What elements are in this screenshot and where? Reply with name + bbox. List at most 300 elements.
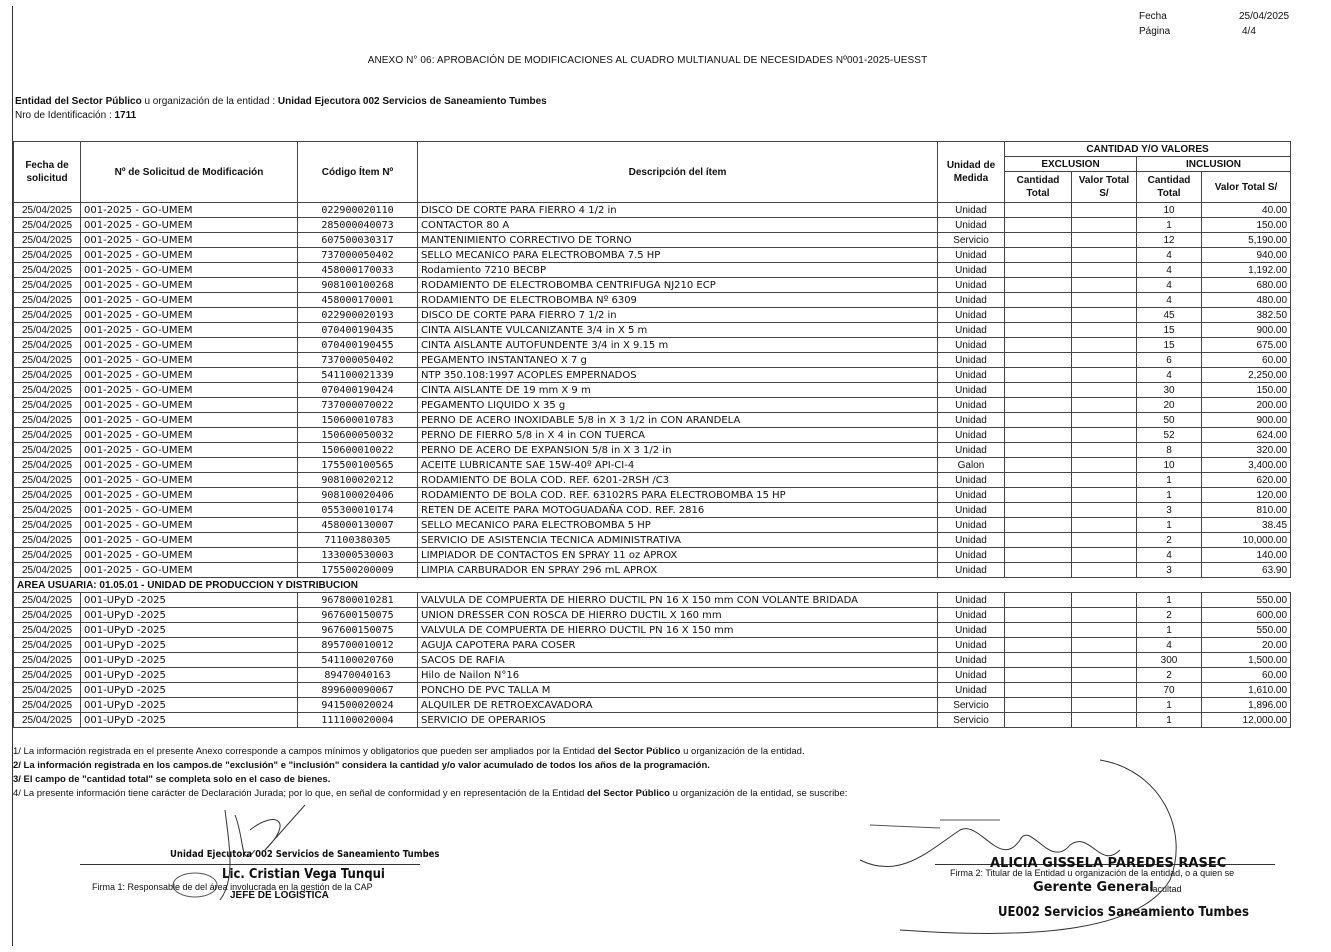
cell-unidad: Unidad bbox=[938, 488, 1005, 503]
document-title: ANEXO N° 06: APROBACIÓN DE MODIFICACIONES AL CUADRO MULTIANUAL DE NECESIDADES Nº001-2025-UESST bbox=[367, 55, 928, 66]
cell-unidad: Unidad bbox=[938, 443, 1005, 458]
cell-excl-valor bbox=[1072, 383, 1137, 398]
cell-fecha: 25/04/2025 bbox=[14, 413, 81, 428]
cell-fecha: 25/04/2025 bbox=[14, 503, 81, 518]
table-row bbox=[14, 473, 1291, 488]
cell-excl-cantidad bbox=[1005, 533, 1072, 548]
cell-codigo: 133000530003 bbox=[298, 548, 418, 563]
pagina-value: 4/4 bbox=[1242, 26, 1256, 37]
cell-incl-valor: 38.45 bbox=[1202, 518, 1291, 533]
area-section bbox=[14, 578, 1291, 593]
cell-fecha: 25/04/2025 bbox=[14, 263, 81, 278]
signature-2-label: Firma 2: Titular de la Entidad u organización de la entidad, o a quien se bbox=[950, 868, 1235, 878]
table-row bbox=[14, 278, 1291, 293]
header-solicitud: Nº de Solicitud de Modificación bbox=[81, 142, 298, 203]
cell-unidad: Unidad bbox=[938, 428, 1005, 443]
cell-codigo: 055300010174 bbox=[298, 503, 418, 518]
table-row bbox=[14, 233, 1291, 248]
cell-solicitud: 001-2025 - GO-UMEM bbox=[81, 308, 298, 323]
cell-fecha: 25/04/2025 bbox=[14, 278, 81, 293]
cell-descripcion: VALVULA DE COMPUERTA DE HIERRO DUCTIL PN 16 X 150 mm CON VOLANTE BRIDADA bbox=[418, 593, 938, 608]
signature-2-label-2: facultad bbox=[1150, 884, 1182, 894]
table-row bbox=[14, 443, 1291, 458]
cell-unidad: Unidad bbox=[938, 308, 1005, 323]
table-row bbox=[14, 563, 1291, 578]
cell-incl-cantidad: 1 bbox=[1137, 473, 1202, 488]
cell-incl-cantidad: 4 bbox=[1137, 248, 1202, 263]
cell-codigo: 111100020004 bbox=[298, 713, 418, 728]
cell-unidad: Unidad bbox=[938, 278, 1005, 293]
pagina-label: Página bbox=[1139, 26, 1171, 37]
requirements-table bbox=[13, 141, 1291, 728]
cell-excl-cantidad bbox=[1005, 428, 1072, 443]
cell-descripcion: VALVULA DE COMPUERTA DE HIERRO DUCTIL PN 16 X 150 mm bbox=[418, 623, 938, 638]
table-row bbox=[14, 218, 1291, 233]
cell-excl-cantidad bbox=[1005, 623, 1072, 638]
cell-excl-cantidad bbox=[1005, 608, 1072, 623]
cell-incl-cantidad: 12 bbox=[1137, 233, 1202, 248]
signature-1-role: JEFE DE LOGISTICA bbox=[230, 890, 329, 901]
header-incl-cantidad: Cantidad Total bbox=[1137, 172, 1202, 203]
table-row bbox=[14, 638, 1291, 653]
table-row bbox=[14, 398, 1291, 413]
cell-excl-valor bbox=[1072, 248, 1137, 263]
cell-unidad: Unidad bbox=[938, 218, 1005, 233]
cell-incl-valor: 675.00 bbox=[1202, 338, 1291, 353]
cell-unidad: Unidad bbox=[938, 533, 1005, 548]
cell-excl-cantidad bbox=[1005, 443, 1072, 458]
area-label: AREA USUARIA: 01.05.01 - UNIDAD DE PRODUCCION Y DISTRIBUCION bbox=[14, 578, 1291, 593]
cell-codigo: 967600150075 bbox=[298, 623, 418, 638]
cell-excl-cantidad bbox=[1005, 398, 1072, 413]
cell-fecha: 25/04/2025 bbox=[14, 308, 81, 323]
cell-excl-cantidad bbox=[1005, 473, 1072, 488]
cell-codigo: 941500020024 bbox=[298, 698, 418, 713]
header-fecha: Fecha de solicitud bbox=[14, 142, 81, 203]
cell-solicitud: 001-2025 - GO-UMEM bbox=[81, 383, 298, 398]
cell-descripcion: CINTA AISLANTE DE 19 mm X 9 m bbox=[418, 383, 938, 398]
cell-incl-valor: 1,610.00 bbox=[1202, 683, 1291, 698]
cell-excl-valor bbox=[1072, 548, 1137, 563]
table-row bbox=[14, 668, 1291, 683]
cell-solicitud: 001-UPyD -2025 bbox=[81, 638, 298, 653]
cell-fecha: 25/04/2025 bbox=[14, 383, 81, 398]
cell-codigo: 908100100268 bbox=[298, 278, 418, 293]
cell-excl-valor bbox=[1072, 338, 1137, 353]
cell-unidad: Unidad bbox=[938, 368, 1005, 383]
signature-2-org: UE002 Servicios Saneamiento Tumbes bbox=[998, 905, 1249, 920]
cell-solicitud: 001-2025 - GO-UMEM bbox=[81, 323, 298, 338]
header-excl-cantidad: Cantidad Total bbox=[1005, 172, 1072, 203]
cell-incl-cantidad: 52 bbox=[1137, 428, 1202, 443]
cell-incl-valor: 5,190.00 bbox=[1202, 233, 1291, 248]
cell-incl-valor: 382.50 bbox=[1202, 308, 1291, 323]
cell-incl-cantidad: 2 bbox=[1137, 608, 1202, 623]
cell-excl-cantidad bbox=[1005, 503, 1072, 518]
signature-2-scribble-icon bbox=[840, 750, 1260, 950]
cell-excl-valor bbox=[1072, 608, 1137, 623]
fecha-value: 25/04/2025 bbox=[1239, 11, 1290, 22]
table-row bbox=[14, 293, 1291, 308]
footnotes bbox=[13, 745, 847, 801]
cell-unidad: Unidad bbox=[938, 518, 1005, 533]
cell-descripcion: PERNO DE FIERRO 5/8 in X 4 in CON TUERCA bbox=[418, 428, 938, 443]
note-4-a: 4/ La presente información tiene carácter de Declaración Jurada; por lo que, en señal de conformidad y en representación de la Entidad bbox=[13, 788, 588, 799]
cell-incl-cantidad: 45 bbox=[1137, 308, 1202, 323]
cell-solicitud: 001-2025 - GO-UMEM bbox=[81, 233, 298, 248]
note-1-a: 1/ La información registrada en el presente Anexo corresponde a campos mínimos y obligatorios que pueden ser ampliados por la Entidad bbox=[13, 746, 598, 757]
cell-codigo: 967600150075 bbox=[298, 608, 418, 623]
signature-1-line bbox=[80, 864, 420, 865]
cell-incl-cantidad: 4 bbox=[1137, 368, 1202, 383]
table-row bbox=[14, 413, 1291, 428]
cell-incl-valor: 810.00 bbox=[1202, 503, 1291, 518]
cell-excl-cantidad bbox=[1005, 383, 1072, 398]
cell-excl-valor bbox=[1072, 713, 1137, 728]
cell-incl-valor: 600.00 bbox=[1202, 608, 1291, 623]
ident-value: 1711 bbox=[114, 110, 137, 121]
signature-1-label: Firma 1: Responsable de del área involucrada en la gestión de la CAP bbox=[92, 882, 373, 892]
cell-solicitud: 001-2025 - GO-UMEM bbox=[81, 203, 298, 218]
cell-incl-cantidad: 4 bbox=[1137, 278, 1202, 293]
table-row bbox=[14, 683, 1291, 698]
cell-excl-cantidad bbox=[1005, 233, 1072, 248]
cell-incl-cantidad: 15 bbox=[1137, 338, 1202, 353]
header-inclusion: INCLUSION bbox=[1137, 157, 1291, 172]
cell-incl-cantidad: 6 bbox=[1137, 353, 1202, 368]
cell-unidad: Unidad bbox=[938, 203, 1005, 218]
cell-fecha: 25/04/2025 bbox=[14, 368, 81, 383]
cell-fecha: 25/04/2025 bbox=[14, 443, 81, 458]
cell-solicitud: 001-UPyD -2025 bbox=[81, 593, 298, 608]
cell-incl-valor: 680.00 bbox=[1202, 278, 1291, 293]
cell-fecha: 25/04/2025 bbox=[14, 203, 81, 218]
cell-incl-cantidad: 1 bbox=[1137, 593, 1202, 608]
cell-excl-cantidad bbox=[1005, 203, 1072, 218]
cell-excl-valor bbox=[1072, 698, 1137, 713]
cell-excl-cantidad bbox=[1005, 488, 1072, 503]
cell-unidad: Servicio bbox=[938, 713, 1005, 728]
cell-codigo: 285000040073 bbox=[298, 218, 418, 233]
cell-codigo: 967800010281 bbox=[298, 593, 418, 608]
table-row bbox=[14, 593, 1291, 608]
table-row bbox=[14, 623, 1291, 638]
cell-codigo: 175500200009 bbox=[298, 563, 418, 578]
table-row bbox=[14, 368, 1291, 383]
cell-solicitud: 001-2025 - GO-UMEM bbox=[81, 353, 298, 368]
cell-excl-valor bbox=[1072, 413, 1137, 428]
cell-solicitud: 001-2025 - GO-UMEM bbox=[81, 548, 298, 563]
cell-codigo: 150600050032 bbox=[298, 428, 418, 443]
entity-label: Entidad del Sector Público bbox=[15, 96, 142, 107]
table-row bbox=[14, 308, 1291, 323]
cell-incl-valor: 3,400.00 bbox=[1202, 458, 1291, 473]
table-row bbox=[14, 503, 1291, 518]
cell-excl-valor bbox=[1072, 278, 1137, 293]
header-incl-valor: Valor Total S/ bbox=[1202, 172, 1291, 203]
cell-incl-valor: 624.00 bbox=[1202, 428, 1291, 443]
header-cantidad-valores: CANTIDAD Y/O VALORES bbox=[1005, 142, 1291, 157]
cell-excl-cantidad bbox=[1005, 518, 1072, 533]
cell-excl-valor bbox=[1072, 398, 1137, 413]
cell-unidad: Unidad bbox=[938, 503, 1005, 518]
cell-descripcion: RETEN DE ACEITE PARA MOTOGUADAÑA COD. REF. 2816 bbox=[418, 503, 938, 518]
cell-fecha: 25/04/2025 bbox=[14, 248, 81, 263]
cell-incl-cantidad: 1 bbox=[1137, 623, 1202, 638]
cell-incl-cantidad: 300 bbox=[1137, 653, 1202, 668]
table-body-b bbox=[14, 593, 1291, 728]
cell-codigo: 150600010783 bbox=[298, 413, 418, 428]
cell-descripcion: DISCO DE CORTE PARA FIERRO 4 1/2 in bbox=[418, 203, 938, 218]
cell-fecha: 25/04/2025 bbox=[14, 638, 81, 653]
cell-excl-cantidad bbox=[1005, 413, 1072, 428]
cell-excl-cantidad bbox=[1005, 548, 1072, 563]
cell-incl-cantidad: 10 bbox=[1137, 203, 1202, 218]
cell-unidad: Unidad bbox=[938, 473, 1005, 488]
cell-incl-cantidad: 2 bbox=[1137, 533, 1202, 548]
cell-incl-valor: 620.00 bbox=[1202, 473, 1291, 488]
cell-descripcion: RODAMIENTO DE ELECTROBOMBA CENTRIFUGA NJ210 ECP bbox=[418, 278, 938, 293]
cell-descripcion: LIMPIADOR DE CONTACTOS EN SPRAY 11 oz APROX bbox=[418, 548, 938, 563]
cell-excl-cantidad bbox=[1005, 563, 1072, 578]
cell-incl-valor: 120.00 bbox=[1202, 488, 1291, 503]
cell-codigo: 022900020193 bbox=[298, 308, 418, 323]
cell-excl-cantidad bbox=[1005, 683, 1072, 698]
signature-2-role: Gerente General bbox=[1033, 880, 1154, 895]
table-body-a bbox=[14, 203, 1291, 578]
note-4-c: u organización de la entidad, se suscribe: bbox=[669, 788, 848, 799]
cell-descripcion: AGUJA CAPOTERA PARA COSER bbox=[418, 638, 938, 653]
cell-codigo: 89470040163 bbox=[298, 668, 418, 683]
cell-fecha: 25/04/2025 bbox=[14, 593, 81, 608]
cell-descripcion: MANTENIMIENTO CORRECTIVO DE TORNO bbox=[418, 233, 938, 248]
cell-excl-cantidad bbox=[1005, 308, 1072, 323]
cell-codigo: 458000170001 bbox=[298, 293, 418, 308]
cell-incl-valor: 12,000.00 bbox=[1202, 713, 1291, 728]
cell-fecha: 25/04/2025 bbox=[14, 353, 81, 368]
ident-line bbox=[15, 110, 136, 121]
cell-unidad: Unidad bbox=[938, 563, 1005, 578]
cell-incl-valor: 320.00 bbox=[1202, 443, 1291, 458]
cell-codigo: 71100380305 bbox=[298, 533, 418, 548]
cell-solicitud: 001-2025 - GO-UMEM bbox=[81, 338, 298, 353]
table-row bbox=[14, 548, 1291, 563]
note-1-c: u organización de la entidad. bbox=[680, 746, 805, 757]
cell-solicitud: 001-UPyD -2025 bbox=[81, 608, 298, 623]
cell-fecha: 25/04/2025 bbox=[14, 323, 81, 338]
cell-solicitud: 001-2025 - GO-UMEM bbox=[81, 293, 298, 308]
cell-excl-cantidad bbox=[1005, 248, 1072, 263]
cell-unidad: Unidad bbox=[938, 668, 1005, 683]
cell-excl-cantidad bbox=[1005, 263, 1072, 278]
cell-fecha: 25/04/2025 bbox=[14, 683, 81, 698]
cell-excl-cantidad bbox=[1005, 458, 1072, 473]
cell-codigo: 908100020212 bbox=[298, 473, 418, 488]
cell-unidad: Unidad bbox=[938, 293, 1005, 308]
cell-unidad: Unidad bbox=[938, 353, 1005, 368]
cell-unidad: Unidad bbox=[938, 593, 1005, 608]
cell-incl-valor: 140.00 bbox=[1202, 548, 1291, 563]
cell-fecha: 25/04/2025 bbox=[14, 518, 81, 533]
cell-excl-valor bbox=[1072, 308, 1137, 323]
cell-incl-valor: 550.00 bbox=[1202, 593, 1291, 608]
note-1-b: del Sector Público bbox=[597, 746, 681, 757]
cell-incl-valor: 60.00 bbox=[1202, 668, 1291, 683]
cell-codigo: 070400190424 bbox=[298, 383, 418, 398]
cell-codigo: 895700010012 bbox=[298, 638, 418, 653]
table-row bbox=[14, 428, 1291, 443]
cell-excl-cantidad bbox=[1005, 713, 1072, 728]
cell-solicitud: 001-2025 - GO-UMEM bbox=[81, 458, 298, 473]
cell-incl-valor: 2,250.00 bbox=[1202, 368, 1291, 383]
cell-solicitud: 001-2025 - GO-UMEM bbox=[81, 428, 298, 443]
cell-excl-valor bbox=[1072, 533, 1137, 548]
cell-descripcion: CINTA AISLANTE AUTOFUNDENTE 3/4 in X 9.15 m bbox=[418, 338, 938, 353]
cell-excl-valor bbox=[1072, 323, 1137, 338]
cell-descripcion: ACEITE LUBRICANTE SAE 15W-40º API-CI-4 bbox=[418, 458, 938, 473]
cell-excl-valor bbox=[1072, 503, 1137, 518]
cell-codigo: 022900020110 bbox=[298, 203, 418, 218]
cell-excl-cantidad bbox=[1005, 653, 1072, 668]
cell-solicitud: 001-2025 - GO-UMEM bbox=[81, 488, 298, 503]
cell-codigo: 899600090067 bbox=[298, 683, 418, 698]
table-row bbox=[14, 533, 1291, 548]
cell-unidad: Unidad bbox=[938, 623, 1005, 638]
cell-incl-cantidad: 20 bbox=[1137, 398, 1202, 413]
header-unidad: Unidad de Medida bbox=[938, 142, 1005, 203]
cell-descripcion: CONTACTOR 80 A bbox=[418, 218, 938, 233]
cell-codigo: 737000050402 bbox=[298, 353, 418, 368]
cell-solicitud: 001-2025 - GO-UMEM bbox=[81, 413, 298, 428]
cell-codigo: 607500030317 bbox=[298, 233, 418, 248]
cell-solicitud: 001-UPyD -2025 bbox=[81, 713, 298, 728]
cell-descripcion: NTP 350.108:1997 ACOPLES EMPERNADOS bbox=[418, 368, 938, 383]
cell-descripcion: RODAMIENTO DE ELECTROBOMBA Nº 6309 bbox=[418, 293, 938, 308]
cell-unidad: Servicio bbox=[938, 233, 1005, 248]
cell-descripcion: UNION DRESSER CON ROSCA DE HIERRO DUCTIL X 160 mm bbox=[418, 608, 938, 623]
cell-fecha: 25/04/2025 bbox=[14, 458, 81, 473]
cell-fecha: 25/04/2025 bbox=[14, 668, 81, 683]
cell-excl-valor bbox=[1072, 203, 1137, 218]
cell-excl-valor bbox=[1072, 218, 1137, 233]
cell-excl-valor bbox=[1072, 563, 1137, 578]
cell-descripcion: PERNO DE ACERO DE EXPANSION 5/8 in X 3 1/2 in bbox=[418, 443, 938, 458]
entity-line bbox=[15, 96, 547, 107]
cell-excl-cantidad bbox=[1005, 338, 1072, 353]
cell-incl-cantidad: 50 bbox=[1137, 413, 1202, 428]
cell-excl-valor bbox=[1072, 623, 1137, 638]
cell-codigo: 908100020406 bbox=[298, 488, 418, 503]
entity-mid: u organización de la entidad : bbox=[141, 96, 278, 107]
header-descripcion: Descripción del ítem bbox=[418, 142, 938, 203]
cell-excl-valor bbox=[1072, 473, 1137, 488]
cell-incl-cantidad: 70 bbox=[1137, 683, 1202, 698]
cell-incl-valor: 63.90 bbox=[1202, 563, 1291, 578]
cell-unidad: Unidad bbox=[938, 608, 1005, 623]
signature-1-name: Lic. Cristian Vega Tunqui bbox=[222, 867, 385, 882]
cell-descripcion: SERVICIO DE ASISTENCIA TECNICA ADMINISTRATIVA bbox=[418, 533, 938, 548]
cell-fecha: 25/04/2025 bbox=[14, 698, 81, 713]
table-row bbox=[14, 353, 1291, 368]
cell-incl-valor: 10,000.00 bbox=[1202, 533, 1291, 548]
cell-solicitud: 001-2025 - GO-UMEM bbox=[81, 218, 298, 233]
cell-unidad: Unidad bbox=[938, 323, 1005, 338]
cell-incl-valor: 40.00 bbox=[1202, 203, 1291, 218]
cell-incl-cantidad: 10 bbox=[1137, 458, 1202, 473]
table-row bbox=[14, 653, 1291, 668]
cell-excl-valor bbox=[1072, 428, 1137, 443]
cell-excl-valor bbox=[1072, 263, 1137, 278]
cell-solicitud: 001-UPyD -2025 bbox=[81, 698, 298, 713]
cell-descripcion: Rodamiento 7210 BECBP bbox=[418, 263, 938, 278]
cell-codigo: 070400190455 bbox=[298, 338, 418, 353]
cell-solicitud: 001-2025 - GO-UMEM bbox=[81, 533, 298, 548]
cell-excl-cantidad bbox=[1005, 638, 1072, 653]
cell-solicitud: 001-2025 - GO-UMEM bbox=[81, 398, 298, 413]
header-codigo: Código Ítem Nº bbox=[298, 142, 418, 203]
cell-unidad: Unidad bbox=[938, 263, 1005, 278]
cell-descripcion: DISCO DE CORTE PARA FIERRO 7 1/2 in bbox=[418, 308, 938, 323]
cell-incl-valor: 20.00 bbox=[1202, 638, 1291, 653]
cell-incl-valor: 1,896.00 bbox=[1202, 698, 1291, 713]
table-row bbox=[14, 248, 1291, 263]
cell-solicitud: 001-2025 - GO-UMEM bbox=[81, 368, 298, 383]
table-row bbox=[14, 488, 1291, 503]
cell-fecha: 25/04/2025 bbox=[14, 338, 81, 353]
cell-descripcion: PERNO DE ACERO INOXIDABLE 5/8 in X 3 1/2 in CON ARANDELA bbox=[418, 413, 938, 428]
cell-descripcion: RODAMIENTO DE BOLA COD. REF. 6201-2RSH /C3 bbox=[418, 473, 938, 488]
cell-incl-valor: 60.00 bbox=[1202, 353, 1291, 368]
cell-excl-valor bbox=[1072, 683, 1137, 698]
cell-descripcion: PONCHO DE PVC TALLA M bbox=[418, 683, 938, 698]
cell-excl-cantidad bbox=[1005, 323, 1072, 338]
cell-excl-valor bbox=[1072, 458, 1137, 473]
cell-solicitud: 001-2025 - GO-UMEM bbox=[81, 278, 298, 293]
cell-codigo: 737000050402 bbox=[298, 248, 418, 263]
cell-solicitud: 001-UPyD -2025 bbox=[81, 623, 298, 638]
cell-excl-valor bbox=[1072, 668, 1137, 683]
cell-codigo: 458000170033 bbox=[298, 263, 418, 278]
cell-excl-cantidad bbox=[1005, 278, 1072, 293]
table-row bbox=[14, 323, 1291, 338]
cell-unidad: Unidad bbox=[938, 653, 1005, 668]
cell-unidad: Unidad bbox=[938, 683, 1005, 698]
cell-incl-cantidad: 4 bbox=[1137, 548, 1202, 563]
cell-solicitud: 001-2025 - GO-UMEM bbox=[81, 443, 298, 458]
cell-incl-cantidad: 4 bbox=[1137, 638, 1202, 653]
cell-excl-cantidad bbox=[1005, 353, 1072, 368]
cell-excl-cantidad bbox=[1005, 698, 1072, 713]
table-row bbox=[14, 383, 1291, 398]
cell-descripcion: RODAMIENTO DE BOLA COD. REF. 63102RS PARA ELECTROBOMBA 15 HP bbox=[418, 488, 938, 503]
cell-incl-valor: 1,192.00 bbox=[1202, 263, 1291, 278]
table-row bbox=[14, 263, 1291, 278]
note-1 bbox=[13, 745, 847, 759]
cell-incl-valor: 900.00 bbox=[1202, 413, 1291, 428]
cell-unidad: Unidad bbox=[938, 383, 1005, 398]
cell-incl-cantidad: 15 bbox=[1137, 323, 1202, 338]
cell-incl-valor: 550.00 bbox=[1202, 623, 1291, 638]
cell-descripcion: Hilo de Nailon N°16 bbox=[418, 668, 938, 683]
note-2: 2/ La información registrada en los campos.de "exclusión" e "inclusión" considera la cantidad y/o valor acumulado de todos los años de la programación. bbox=[13, 760, 710, 771]
table-row bbox=[14, 608, 1291, 623]
cell-incl-cantidad: 1 bbox=[1137, 218, 1202, 233]
cell-incl-cantidad: 4 bbox=[1137, 293, 1202, 308]
cell-unidad: Unidad bbox=[938, 248, 1005, 263]
table-row bbox=[14, 698, 1291, 713]
cell-descripcion: SELLO MECANICO PARA ELECTROBOMBA 7.5 HP bbox=[418, 248, 938, 263]
cell-excl-valor bbox=[1072, 488, 1137, 503]
